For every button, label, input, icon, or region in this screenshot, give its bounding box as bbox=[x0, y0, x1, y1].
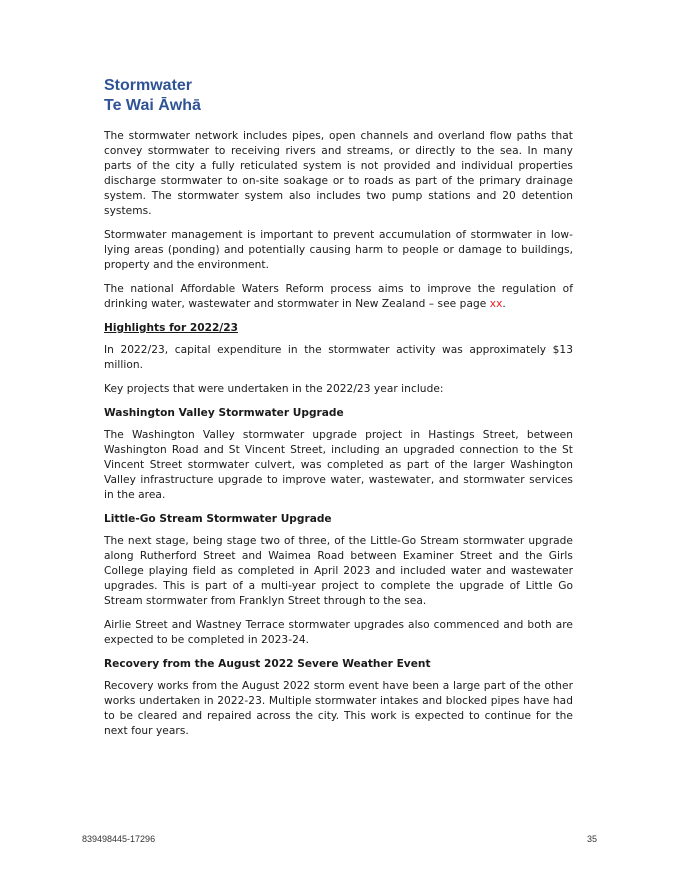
washington-paragraph: The Washington Valley stormwater upgrade project in Hastings Street, between Washington Road and St Vincent Street, including an upgraded connection to the St Vincent Street stormwater culvert, was completed as part of the larger Washington Valley infrastructure upgrade to improve water, wastewater, and stormwater services in the area. bbox=[104, 429, 573, 501]
recovery-heading: Recovery from the August 2022 Severe Weather Event bbox=[104, 658, 431, 670]
intro-paragraph-1: The stormwater network includes pipes, open channels and overland flow paths that convey stormwater to receiving rivers and streams, or directly to the sea. In many parts of the city a fully reticulated system is not provided and individual properties discharge stormwater to on-site soakage or to roads as part of the primary drainage system. The stormwater system also includes two pump stations and 20 detention systems. bbox=[104, 130, 573, 217]
section-title: Stormwater bbox=[104, 77, 193, 94]
page-reference: xx bbox=[489, 298, 503, 310]
recovery-paragraph: Recovery works from the August 2022 storm event have been a large part of the other works undertaken in 2022-23. Multiple stormwater intakes and blocked pipes have had to be cleared and repaired across the city. This work is expected to continue for the next four years. bbox=[104, 680, 573, 737]
section-subtitle: Te Wai Āwhā bbox=[104, 97, 201, 114]
intro-paragraph-3 bbox=[104, 282, 573, 312]
highlights-heading: Highlights for 2022/23 bbox=[104, 322, 238, 334]
document-id: 839498445-17296 bbox=[82, 834, 156, 844]
intro-paragraph-3-text: The national Affordable Waters Reform process aims to improve the regulation of drinking water, wastewater and stormwater in New Zealand – see page bbox=[104, 283, 573, 310]
highlights-paragraph-1: In 2022/23, capital expenditure in the stormwater activity was approximately $13 million. bbox=[104, 344, 573, 371]
washington-heading: Washington Valley Stormwater Upgrade bbox=[104, 407, 344, 419]
littlego-paragraph-1: The next stage, being stage two of three, of the Little-Go Stream stormwater upgrade along Rutherford Street and Waimea Road between Examiner Street and the Girls College playing field as completed in April 2023 and included water and wastewater upgrades. This is part of a multi-year project to complete the upgrade of Little Go Stream stormwater from Franklyn Street through to the sea. bbox=[104, 535, 573, 607]
highlights-paragraph-2: Key projects that were undertaken in the 2022/23 year include: bbox=[104, 383, 444, 395]
littlego-heading: Little-Go Stream Stormwater Upgrade bbox=[104, 513, 332, 525]
littlego-paragraph-2: Airlie Street and Wastney Terrace stormwater upgrades also commenced and both are expected to be completed in 2023-24. bbox=[104, 619, 573, 646]
intro-paragraph-2: Stormwater management is important to prevent accumulation of stormwater in low-lying areas (ponding) and potentially causing harm to people or damage to buildings, property and the environment. bbox=[104, 229, 573, 271]
intro-paragraph-3-end: . bbox=[502, 298, 506, 310]
page-number: 35 bbox=[586, 834, 597, 844]
page-content bbox=[104, 76, 573, 748]
